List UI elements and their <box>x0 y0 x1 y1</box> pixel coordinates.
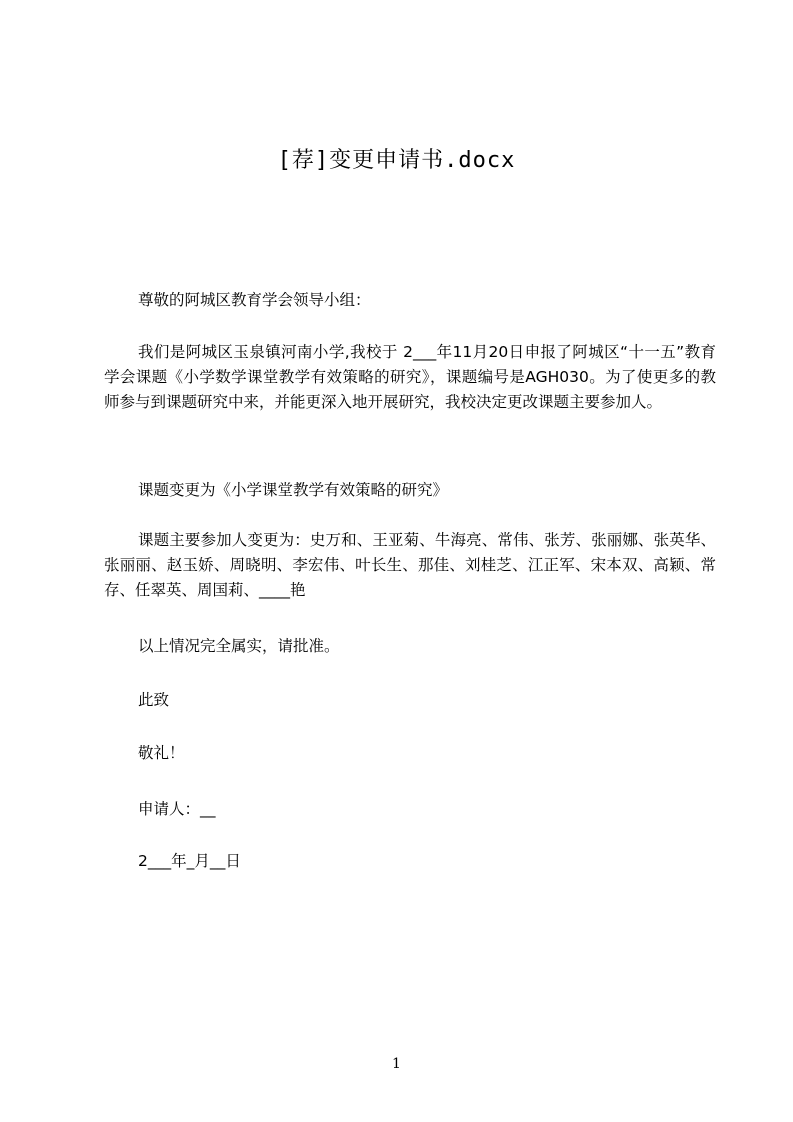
document-title: [荐]变更申请书.docx <box>277 148 516 173</box>
page-number: 1 <box>392 1056 401 1072</box>
paragraph-application-info: 我们是阿城区玉泉镇河南小学,我校于 2___年11月20日申报了阿城区“十一五”教育学会课题《小学数学课堂教学有效策略的研究》，课题编号是AGH030。为了使更多的教师参与到课题研究中来，并能更深入地开展研究，我校决定更改课题主要参加人。 <box>104 343 716 411</box>
closing-jing-li: 敬礼！ <box>138 744 185 762</box>
date-line: 2___年_月__日 <box>138 852 241 870</box>
applicant-line: 申请人：__ <box>138 800 216 818</box>
paragraph-participants: 课题主要参加人变更为：史万和、王亚菊、牛海亮、常伟、张芳、张丽娜、张英华、张丽丽、赵玉娇、周晓明、李宏伟、叶长生、那佳、刘桂芝、江正军、宋本双、高颖、常存、任翠英、周国莉、____艳 <box>104 531 716 599</box>
paragraph-topic-change: 课题变更为《小学课堂教学有效策略的研究》 <box>138 481 449 499</box>
request-approval: 以上情况完全属实，请批准。 <box>138 637 340 655</box>
salutation: 尊敬的阿城区教育学会领导小组： <box>138 291 371 309</box>
closing-ci-zhi: 此致 <box>138 691 170 709</box>
